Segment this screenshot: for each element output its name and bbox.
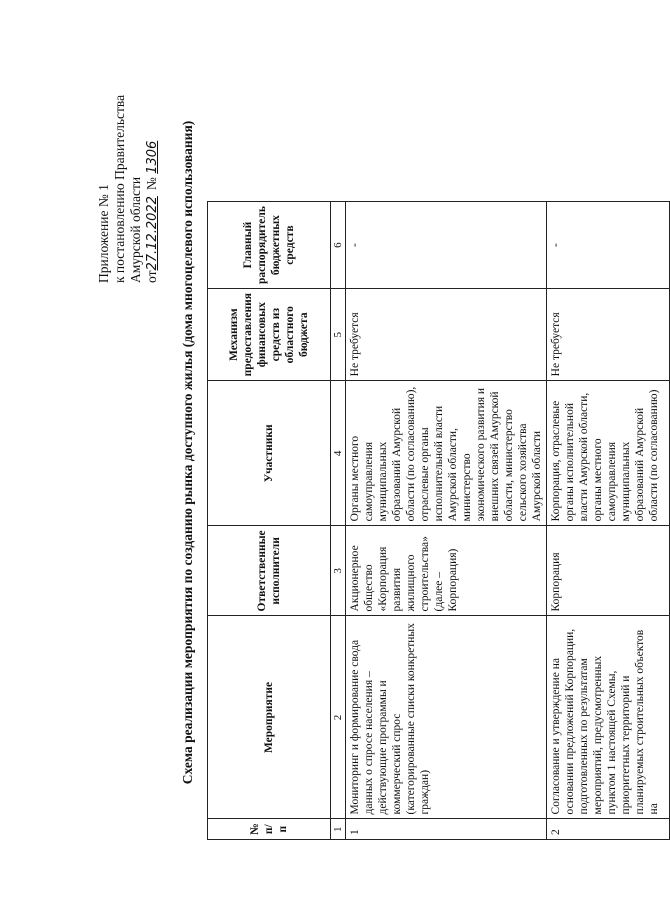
appendix-line-3: Амурской области	[128, 176, 143, 283]
column-number-row	[331, 202, 346, 840]
column-number: 4	[331, 381, 346, 526]
row-participants: Органы местного самоуправления муниципальных образований Амурской области (по согласованию), отраслевые органы исполнительной власти Амурской области, министерство экономического развития и внешних связей Амурской области, министерство сельского хозяйства Амурской области	[346, 381, 547, 526]
table-row	[547, 202, 670, 840]
column-number: 2	[331, 616, 346, 819]
column-number: 1	[331, 819, 346, 840]
row-event: Мониторинг и формирование свода данных о спросе населения – действующие программы и коммерческий спрос (категорированные списки конкретных граждан)	[346, 616, 547, 819]
row-main-manager: -	[547, 202, 670, 289]
scheme-table	[207, 201, 670, 840]
header-main-manager: Главный распорядитель бюджетных средств	[208, 202, 331, 289]
document-title: Схема реализации мероприятия по созданию рынка доступного жилья (дома многоцелевого использования)	[180, 120, 195, 785]
header-mechanism: Механизм предоставления финансовых средств из областного бюджета	[208, 289, 331, 381]
number-prefix: №	[144, 177, 159, 191]
row-num: 2	[547, 819, 670, 840]
row-responsible: Корпорация	[547, 526, 670, 616]
column-number: 5	[331, 289, 346, 381]
appendix-date-line	[144, 33, 161, 283]
header-participants: Участники	[208, 381, 331, 526]
appendix-line-1: Приложение № 1	[96, 184, 111, 283]
row-event: Согласование и утверждение на основании предложений Корпорации, подготовленных по результатам мероприятий, предусмотренных пунктом 1 настоящей Схемы, приоритетных территорий и планируемых строительных объектов на	[547, 616, 670, 819]
header-responsible: Ответственные исполнители	[208, 526, 331, 616]
row-responsible: Акционерное общество «Корпорация развития жилищного строительства» (далее – Корпорация)	[346, 526, 547, 616]
header-num: № п/п	[208, 819, 331, 840]
header-event: Мероприятие	[208, 616, 331, 819]
appendix-header	[96, 33, 161, 283]
handwritten-number: 1306	[145, 140, 160, 174]
table-header-row	[208, 202, 331, 840]
date-prefix: от	[144, 270, 159, 283]
row-main-manager: -	[346, 202, 547, 289]
row-mechanism: Не требуется	[547, 289, 670, 381]
row-participants: Корпорация, отраслевые органы исполнительной власти Амурской области, органы местного самоуправления муниципальных образований Амурской области (по согласованию)	[547, 381, 670, 526]
appendix-line-2: к постановлению Правительства	[112, 94, 127, 283]
column-number: 6	[331, 202, 346, 289]
table-row	[346, 202, 547, 840]
column-number: 3	[331, 526, 346, 616]
handwritten-date: 27.12.2022	[145, 196, 160, 271]
row-num: 1	[346, 819, 547, 840]
row-mechanism: Не требуется	[346, 289, 547, 381]
